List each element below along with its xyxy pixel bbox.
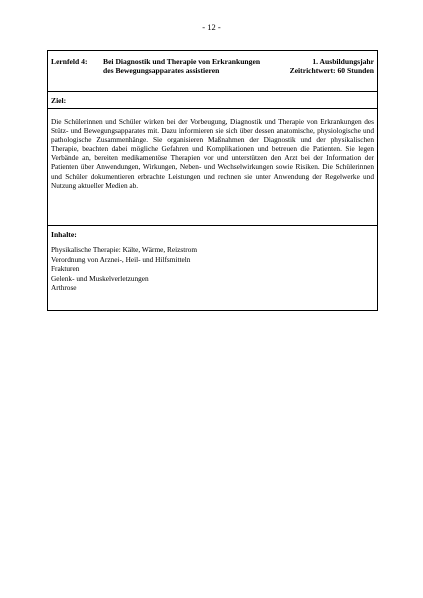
lernfeld-title: Bei Diagnostik und Therapie von Erkrankungen des Bewegungsapparates assistieren [103, 57, 261, 76]
inhalte-item: Physikalische Therapie: Kälte, Wärme, Reizstrom [51, 245, 198, 254]
ziel-text: Die Schülerinnen und Schüler wirken bei der Vorbeugung, Diagnostik und Therapie von Erkrankungen des Stütz- und Bewegungsapparates mit. Dazu informieren sie sich über dessen anatomische, physiologische und pathologische Zusammenhänge. Sie organisieren Maßnahmen der Diagnostik und der physikalischen Therapie, beachten dabei mögliche Gefahren und Komplikationen und betreuen die Patienten. Sie legen Verbände an, bereiten medikamentöse Therapien vor und unterstützen den Arzt bei der Information der Patienten über Anwendungen, Wirkungen, Neben- und Wechselwirkungen sowie Risiken. Die Schülerinnen und Schüler dokumentieren erbrachte Leistungen und rechnen sie unter Anwendung der Regelwerke und Nutzung aktueller Medien ab. [48, 109, 377, 226]
inhalte-item: Arthrose [51, 283, 77, 292]
inhalte-list [48, 243, 377, 293]
training-year: 1. Ausbildungsjahr [312, 57, 374, 66]
lernfeld-table [47, 50, 378, 311]
inhalte-item: Frakturen [51, 264, 80, 273]
page-number: - 12 - [202, 22, 221, 32]
inhalte-heading: Inhalte: [51, 230, 77, 239]
lernfeld-label: Lernfeld 4: [51, 57, 88, 66]
inhalte-item: Gelenk- und Muskelverletzungen [51, 273, 149, 283]
ziel-heading: Ziel: [48, 92, 377, 109]
inhalte-item: Verordnung von Arznei-, Heil- und Hilfsmitteln [51, 254, 191, 264]
lernfeld-meta [290, 57, 374, 76]
lernfeld-header [48, 51, 377, 92]
time-guideline: Zeitrichtwert: 60 Stunden [289, 66, 374, 76]
